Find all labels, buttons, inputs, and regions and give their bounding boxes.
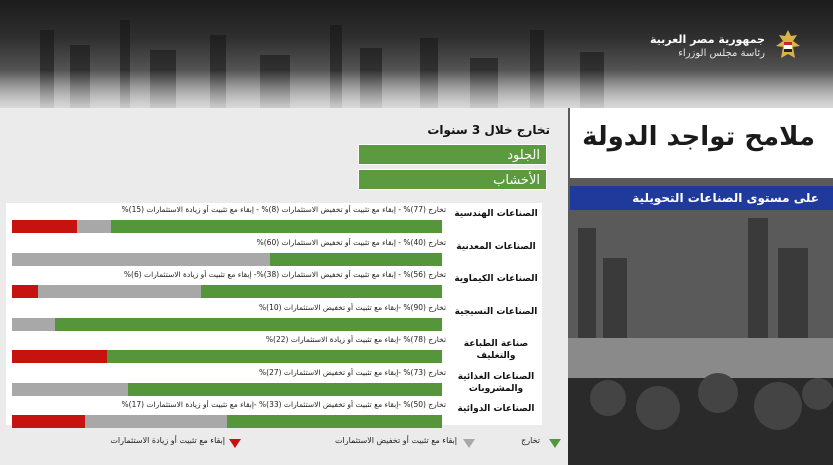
legend-keep-label: إبقاء مع تثبيت أو زيادة الاستثمارات (110, 436, 225, 445)
legend-reduce-marker-icon (463, 439, 475, 448)
egypt-eagle-emblem-icon (773, 26, 803, 66)
keep-increase-segment (12, 350, 107, 363)
keep-increase-segment (12, 415, 85, 428)
sector-label: الصناعات النسيجية (454, 306, 538, 317)
exit-segment (111, 220, 442, 233)
reduce-segment (12, 253, 270, 266)
legend-exit-marker-icon (549, 439, 561, 448)
sector-bar (12, 220, 442, 233)
sector-description: تخارج (50)% -إبقاء مع تثبيت أو تخفيض الاستثمارات (33)% -إبقاء مع تثبيت أو زيادة الاستثمارات (17)% (121, 400, 446, 409)
sector-label: الصناعات الكيماوية (454, 274, 538, 284)
page-title: ملامح تواجد الدولة (582, 122, 815, 152)
reduce-segment (12, 383, 128, 396)
sector-label: الصناعات الغذائية والمشروبات (457, 371, 535, 394)
exit-segment (227, 415, 442, 428)
government-logo-block (650, 26, 803, 66)
legend-reduce-label: إبقاء مع تثبيت أو تخفيض الاستثمارات (334, 436, 457, 445)
cabinet-name: رئاسة مجلس الوزراء (678, 47, 765, 59)
sector-bar (12, 285, 442, 298)
exit-segment (55, 318, 442, 331)
sector-description: تخارج (56)% - إبقاء مع تثبيت أو تخفيض الاستثمارات (38)%- إبقاء مع تثبيت أو زيادة الاستثمارات (6)% (123, 270, 446, 279)
sector-bar (12, 383, 442, 396)
reduce-segment (12, 318, 55, 331)
sector-bar (12, 415, 442, 428)
keep-increase-segment (12, 220, 77, 233)
exit-segment (128, 383, 442, 396)
sector-label: صناعة الطباعة والتغليف (463, 339, 529, 361)
exit-segment (270, 253, 442, 266)
reduce-segment (85, 415, 227, 428)
legend-exit-label: تخارج (521, 436, 540, 445)
legend-item-wood: الأخشاب (358, 169, 547, 190)
title-card (570, 108, 833, 178)
exit-segment (201, 285, 442, 298)
keep-increase-segment (12, 285, 38, 298)
sector-description: تخارج (77)% - إبقاء مع تثبيت أو تخفيض الاستثمارات (8)% - إبقاء مع تثبيت أو زيادة الاستثمارات (15)% (121, 205, 446, 214)
sector-description: تخارج (90)% -إبقاء مع تثبيت أو تخفيض الاستثمارات (10)% (259, 302, 446, 312)
sector-description: تخارج (73)% -إبقاء مع تثبيت أو تخفيض الاستثمارات (27)% (259, 367, 446, 377)
sector-bar (12, 350, 442, 363)
sector-label: الصناعات الدوائية (457, 404, 535, 414)
page-subtitle: على مستوى الصناعات التحويلية (570, 186, 833, 210)
legend-item-leather: الجلود (358, 144, 547, 165)
sector-description: تخارج (78)% -إبقاء مع تثبيت أو زيادة الاستثمارات (22)% (265, 335, 446, 344)
exit-3-years-heading: تخارج خلال 3 سنوات (427, 123, 550, 137)
sector-label: الصناعات المعدنية (456, 241, 536, 252)
sector-label: الصناعات الهندسية (454, 209, 538, 219)
gov-name: جمهورية مصر العربية (650, 32, 765, 46)
exit-segment (107, 350, 442, 363)
sector-bar (12, 253, 442, 266)
legend-keep-marker-icon (229, 439, 241, 448)
sector-description: تخارج (40)% - إبقاء مع تثبيت أو تخفيض الاستثمارات (60)% (256, 237, 446, 247)
reduce-segment (38, 285, 201, 298)
sector-bar (12, 318, 442, 331)
reduce-segment (77, 220, 111, 233)
